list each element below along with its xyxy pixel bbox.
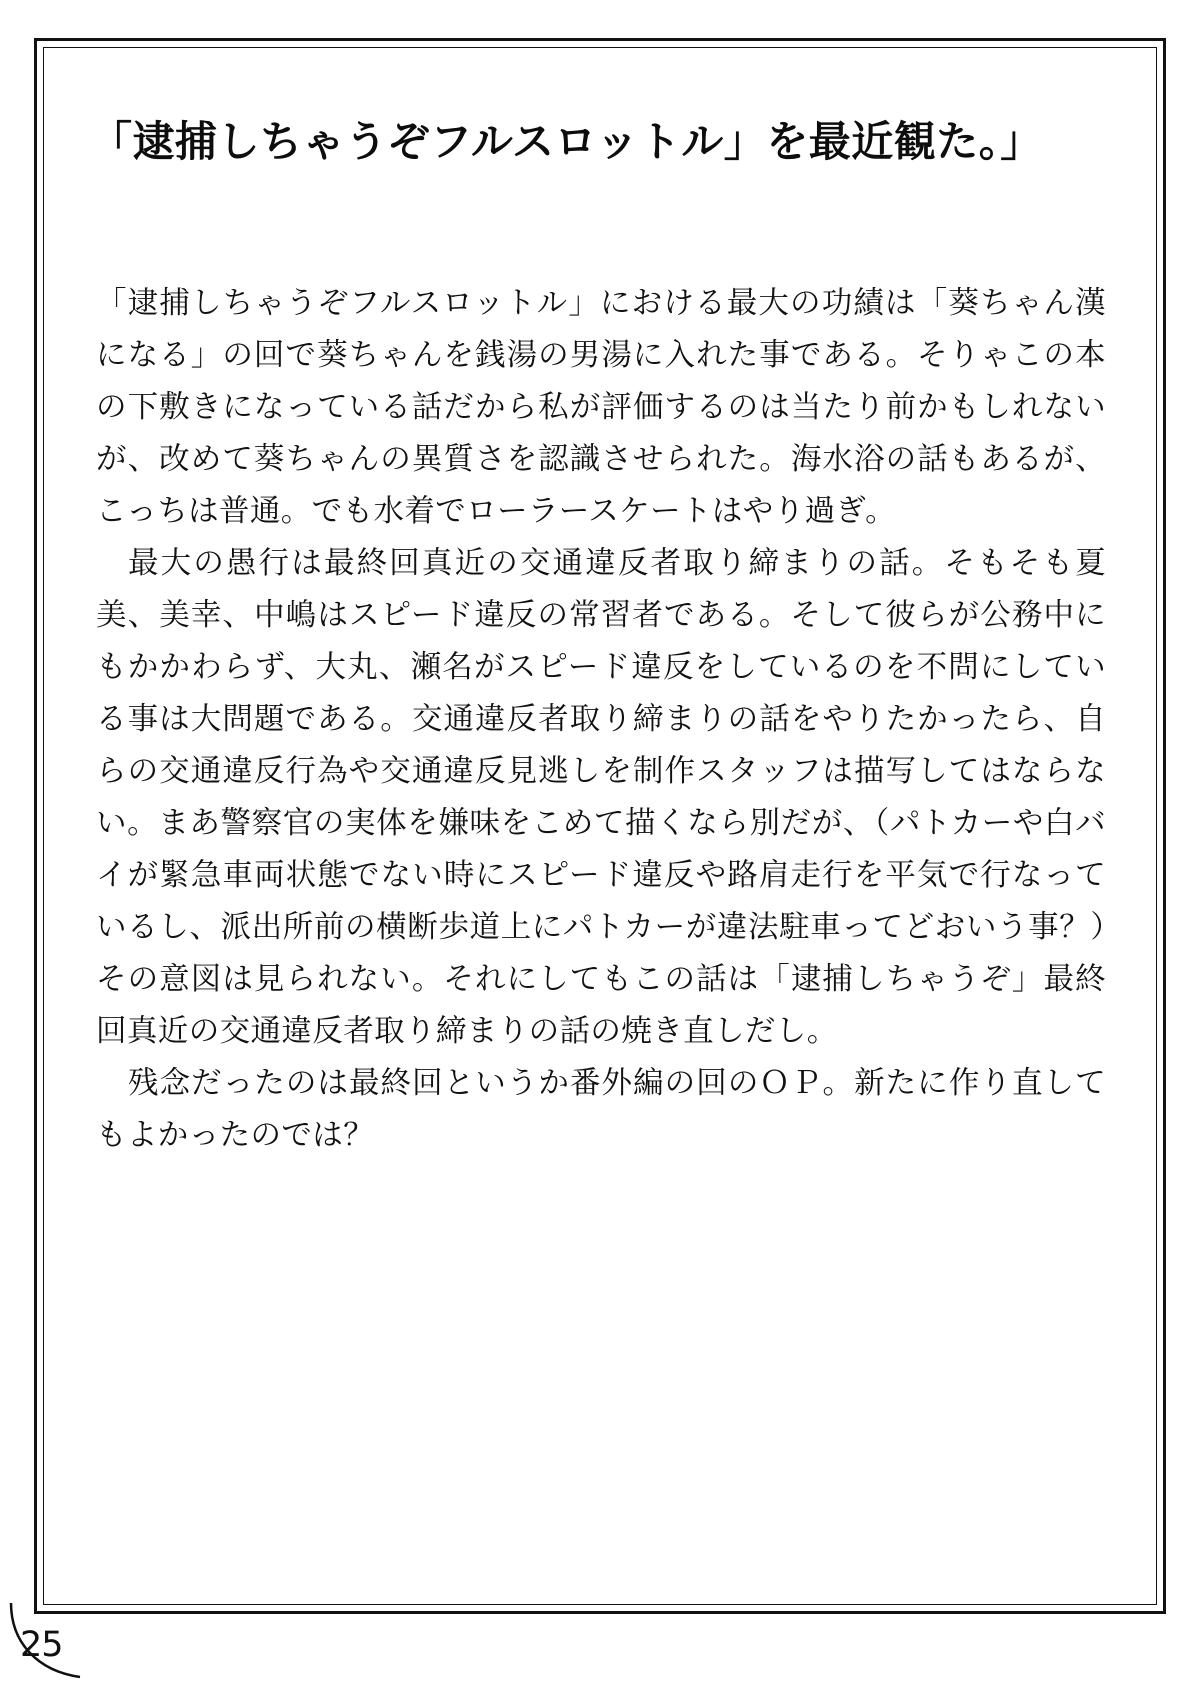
paragraph-2: 最大の愚行は最終回真近の交通違反者取り締まりの話。そもそも夏美、美幸、中嶋はスピード違反の常習者である。そして彼らが公務中にもかかわらず、大丸、瀬名がスピード違反をしているのを不問にしている事は大問題である。交通違反者取り締まりの話をやりたかったら、自らの交通違反行為や交通違反見逃しを制作スタッフは描写してはならない。まあ警察官の実体を嫌味をこめて描くなら別だが、（パトカーや白バイが緊急車両状態でない時にスピード違反や路肩走行を平気で行なっているし、派出所前の横断歩道上にパトカーが違法駐車ってどおいう事？）その意図は見られない。それにしてもこの話は「逮捕しちゃうぞ」最終回真近の交通違反者取り締まりの話の焼き直しだし。 (96, 546, 1106, 1049)
paragraph-3: 残念だったのは最終回というか番外編の回のＯＰ。新たに作り直してもよかったのでは？ (96, 1066, 1106, 1153)
page-title: 「逮捕しちゃうぞフルスロットル」を最近観た。」 (90, 117, 1043, 167)
page-number-area (8, 1601, 98, 1679)
body-text (96, 278, 1106, 1162)
paragraph-1: 「逮捕しちゃうぞフルスロットル」における最大の功績は「葵ちゃん漢になる」の回で葵ちゃんを銭湯の男湯に入れた事である。そりゃこの本の下敷きになっている話だから私が評価するのは当たり前かもしれないが、改めて葵ちゃんの異質さを認識させられた。海水浴の話もあるが、こっちは普通。でも水着でローラースケートはやり過ぎ。 (96, 286, 1106, 529)
page-number: 25 (20, 1625, 63, 1665)
title-block (90, 88, 1110, 197)
